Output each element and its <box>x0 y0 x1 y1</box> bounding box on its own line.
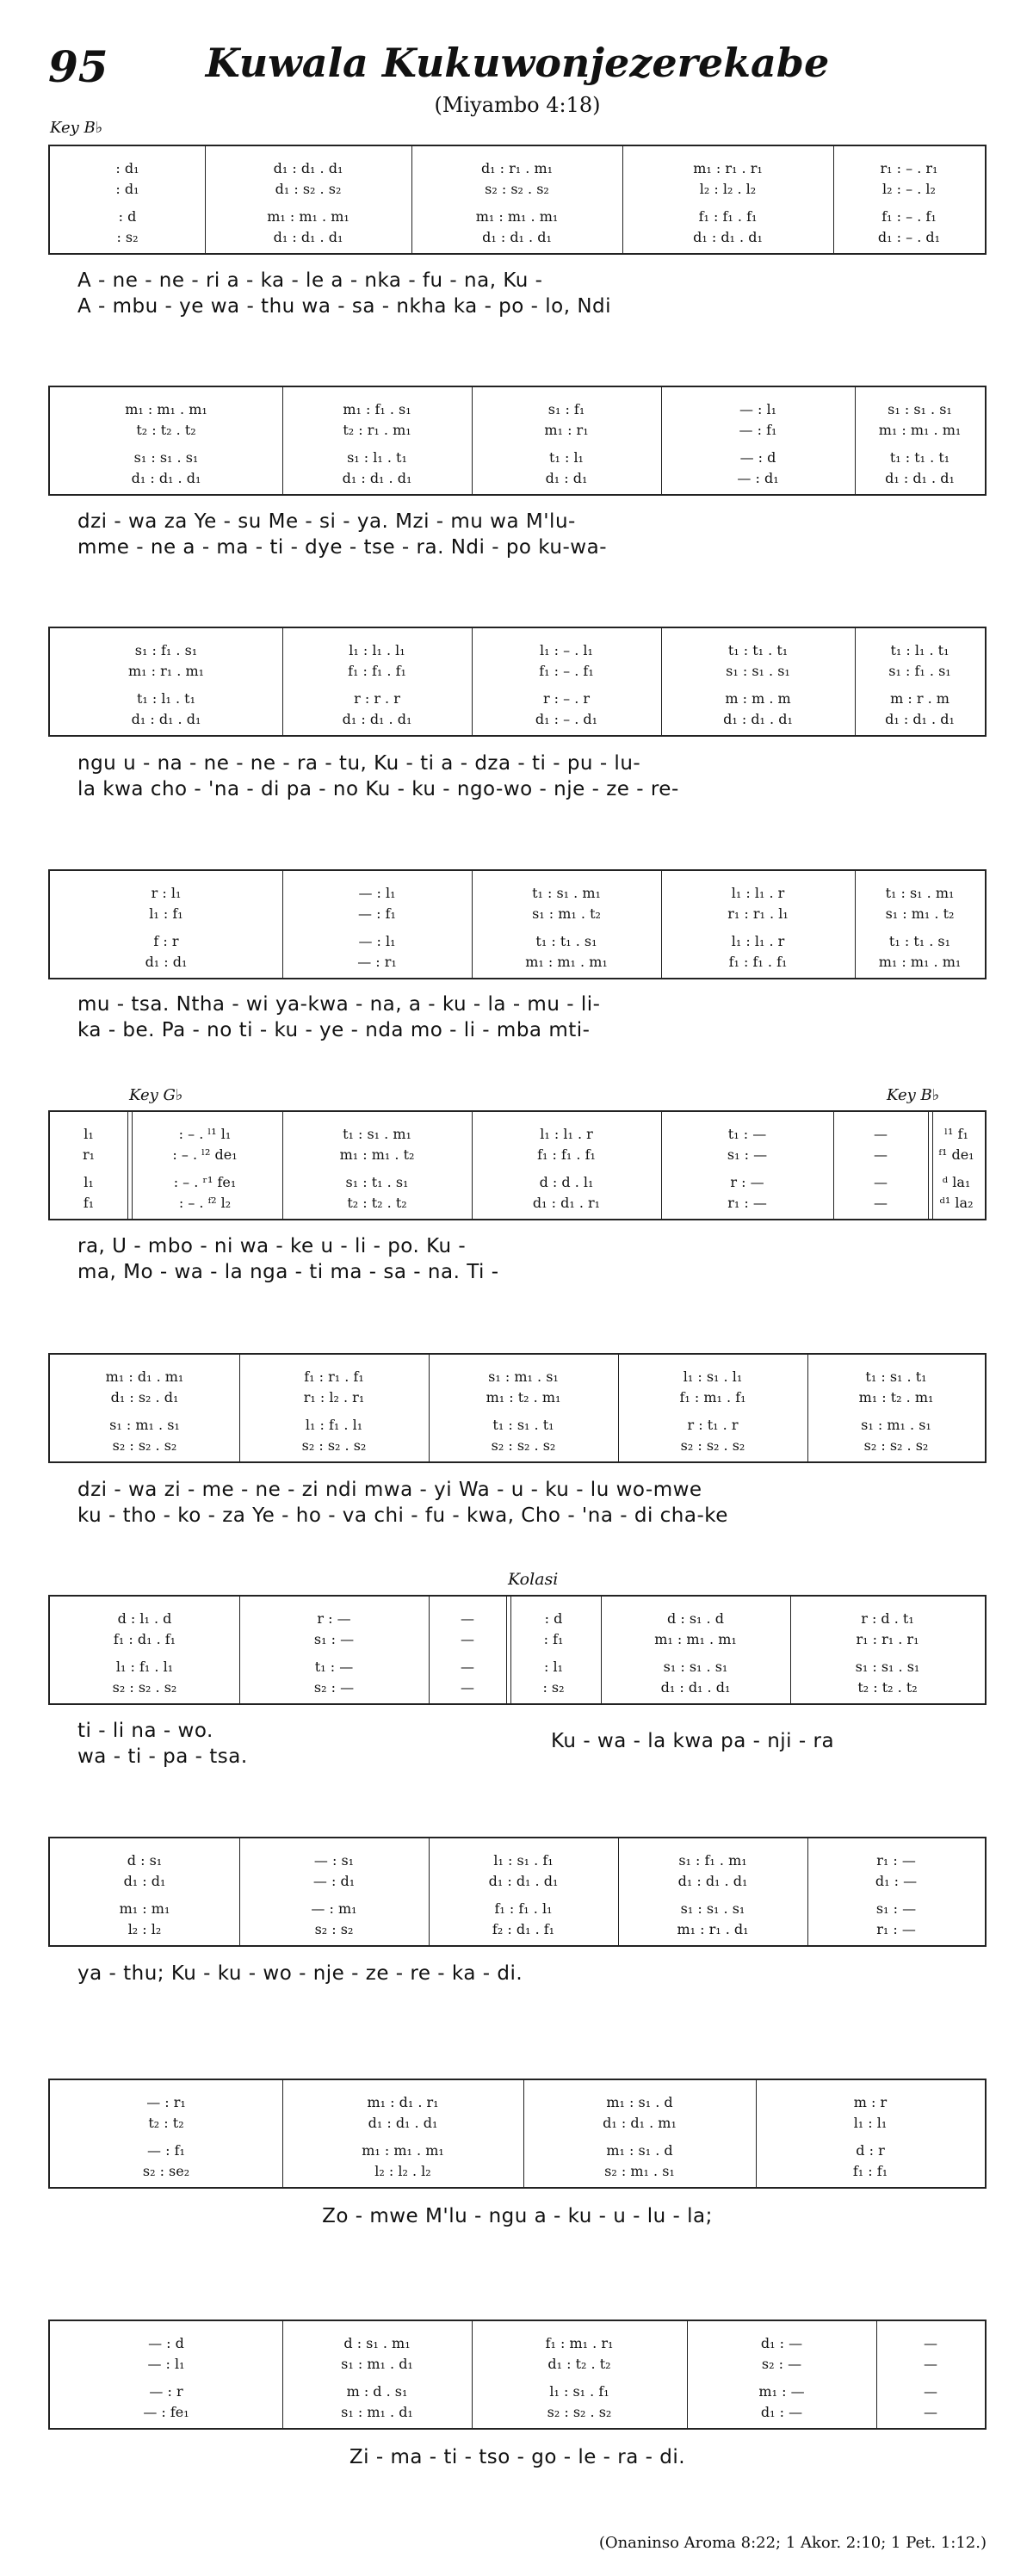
solfa-measure: d₁ : d₁ . d₁ <box>885 470 955 486</box>
solfa-measure: m₁ : m₁ . m₁ <box>362 2142 444 2159</box>
solfa-measure: s₁ : m₁ . s₁ <box>488 1368 559 1385</box>
key-change-label: Key B♭ <box>887 1086 940 1104</box>
lyric-line: ngu u - na - ne - ne - ra - tu, Ku - ti a - dza - ti - pu - lu- <box>77 752 641 775</box>
solfa-measure: d : l₁ . d <box>117 1610 172 1627</box>
solfa-measure: s₂ : s₂ . s₂ <box>301 1437 367 1454</box>
solfa-measure: s₁ : s₁ . s₁ <box>855 1659 920 1675</box>
solfa-measure: l₁ <box>84 1126 94 1142</box>
solfa-measure: r : — <box>317 1610 351 1627</box>
solfa-measure: d₁ : d₁ . d₁ <box>368 2115 438 2131</box>
solfa-measure: s₁ : s₁ . s₁ <box>133 449 199 466</box>
solfa-measure: t₂ : r₁ . m₁ <box>343 422 411 438</box>
lyric-line: dzi - wa zi - me - ne - zi ndi mwa - yi Wa - u - ku - lu wo-mwe <box>77 1479 702 1501</box>
music-system <box>48 145 987 255</box>
lyric-line: mu - tsa. Ntha - wi ya-kwa - na, a - ku - la - mu - li- <box>77 993 601 1016</box>
footer-references: (Onaninso Aroma 8:22; 1 Akor. 2:10; 1 Pet. 1:12.) <box>598 2534 987 2552</box>
lyrics <box>48 1233 1016 1285</box>
solfa-measure: : f₁ <box>543 1631 564 1647</box>
solfa-measure: d₁ : d₁ . d₁ <box>488 1873 559 1889</box>
solfa-measure: — <box>461 1679 474 1696</box>
solfa-measure: s₁ : s₁ . s₁ <box>726 663 790 679</box>
solfa-measure: : – . ˡ¹ l₁ <box>178 1126 232 1142</box>
solfa-measure: s₁ : m₁ . t₂ <box>532 905 601 922</box>
solfa-measure: — <box>874 1126 888 1142</box>
solfa-measure: s₁ : — <box>727 1146 768 1163</box>
solfa-measure: s₁ : m₁ . d₁ <box>341 2404 413 2420</box>
solfa-measure: : d₁ <box>115 181 139 197</box>
lyrics <box>48 2203 987 2229</box>
music-system <box>48 627 987 737</box>
solfa-measure: r₁ : r₁ . l₁ <box>727 905 789 922</box>
music-system <box>48 1110 987 1220</box>
solfa-measure: — <box>924 2356 937 2372</box>
bar-line <box>807 1838 808 1945</box>
solfa-measure: m₁ : m₁ . t₂ <box>339 1146 415 1163</box>
solfa-measure: r : d . t₁ <box>861 1610 914 1627</box>
bar-line <box>661 387 662 494</box>
solfa-measure: — : d <box>739 449 776 466</box>
solfa-measure: d₁ : d₁ . d₁ <box>342 470 412 486</box>
bar-line <box>807 1355 808 1461</box>
music-system <box>48 1595 987 1705</box>
solfa-measure: m₁ : d₁ . r₁ <box>367 2094 439 2110</box>
bar-line <box>282 628 283 735</box>
solfa-measure: — <box>924 2335 937 2351</box>
solfa-measure: f₁ : f₁ <box>852 2163 888 2179</box>
lyric-line: ya - thu; Ku - ku - wo - nje - ze - re - ka - di. <box>77 1962 523 1985</box>
solfa-measure: t₁ : l₁ <box>549 449 584 466</box>
solfa-measure: — : m₁ <box>311 1900 357 1917</box>
solfa-measure: m₁ : r₁ <box>544 422 589 438</box>
solfa-measure: s₁ : f₁ . m₁ <box>678 1852 747 1869</box>
solfa-measure: s₂ : se₂ <box>142 2163 190 2179</box>
solfa-measure: s₂ : s₂ . s₂ <box>680 1437 745 1454</box>
solfa-measure: s₂ : m₁ . s₁ <box>604 2163 675 2179</box>
solfa-measure: r : — <box>730 1174 764 1190</box>
solfa-measure: l₁ : – . l₁ <box>540 642 593 658</box>
solfa-measure: l₂ : l₂ . l₂ <box>699 181 757 197</box>
solfa-measure: s₁ : s₁ . s₁ <box>888 401 952 417</box>
bar-line <box>472 628 473 735</box>
lyric-line: mme - ne a - ma - ti - dye - tse - ra. Ndi - po ku-wa- <box>77 536 608 559</box>
bar-line <box>472 387 473 494</box>
solfa-measure: — <box>461 1659 474 1675</box>
lyric-line: A - ne - ne - ri a - ka - le a - nka - fu - na, Ku - <box>77 269 543 292</box>
solfa-measure: t₁ : s₁ . m₁ <box>532 885 601 901</box>
solfa-measure: — : f₁ <box>147 2142 185 2159</box>
solfa-measure: r₁ : r₁ . r₁ <box>856 1631 919 1647</box>
bar-line <box>833 146 834 253</box>
solfa-measure: s₂ : s₂ . s₂ <box>491 1437 556 1454</box>
solfa-measure: — : fe₁ <box>143 2404 189 2420</box>
song-header <box>48 34 987 129</box>
solfa-measure: : d₁ <box>115 160 139 176</box>
solfa-measure: d₁ : – . d₁ <box>535 711 598 727</box>
music-system <box>48 386 987 496</box>
solfa-measure: f₁ : f₁ . f₁ <box>698 208 758 225</box>
lyrics <box>48 991 1016 1043</box>
solfa-measure: d₁ : — <box>760 2404 803 2420</box>
solfa-measure: s₁ : t₁ . s₁ <box>345 1174 409 1190</box>
solfa-measure: t₂ : t₂ . t₂ <box>857 1679 918 1696</box>
solfa-measure: s₂ : s₂ <box>314 1921 354 1937</box>
bar-line <box>472 2321 473 2428</box>
solfa-measure: d₁ : – . d₁ <box>877 229 941 245</box>
lyric-line: dzi - wa za Ye - su Me - si - ya. Mzi - mu wa M'lu- <box>77 510 576 533</box>
solfa-measure: l₁ : l₁ . r <box>731 933 785 949</box>
lyrics <box>48 509 1016 560</box>
solfa-measure: — <box>924 2404 937 2420</box>
bar-line <box>429 1597 430 1703</box>
solfa-measure: d₁ : t₂ . t₂ <box>547 2356 611 2372</box>
solfa-measure: l₁ : f₁ . l₁ <box>305 1417 363 1433</box>
solfa-measure: d₁ : d₁ . d₁ <box>693 229 763 245</box>
solfa-measure: d₁ : d₁ . d₁ <box>660 1679 731 1696</box>
solfa-measure: t₁ : t₁ . s₁ <box>535 933 597 949</box>
solfa-measure: ᵈ¹ la₂ <box>939 1195 974 1211</box>
solfa-measure: s₁ : s₁ . s₁ <box>663 1659 728 1675</box>
music-system <box>48 869 987 979</box>
solfa-measure: s₁ : f₁ <box>547 401 585 417</box>
solfa-measure: t₁ : s₁ . m₁ <box>343 1126 411 1142</box>
solfa-measure: d₁ : s₂ . d₁ <box>110 1389 179 1405</box>
lyrics <box>48 1961 1016 1986</box>
solfa-measure: — : l₁ <box>358 885 396 901</box>
solfa-measure: d₁ : d₁ <box>145 954 188 970</box>
solfa-measure: d₁ : — <box>875 1873 918 1889</box>
solfa-measure: — : d₁ <box>312 1873 356 1889</box>
bar-line <box>239 1838 240 1945</box>
solfa-measure: — <box>874 1146 888 1163</box>
solfa-measure: ᵈ la₁ <box>942 1174 971 1190</box>
solfa-measure: — <box>924 2383 937 2400</box>
solfa-measure: : d <box>544 1610 563 1627</box>
bar-line <box>622 146 623 253</box>
solfa-measure: d₁ : — <box>760 2335 803 2351</box>
solfa-measure: — : r <box>149 2383 183 2400</box>
solfa-measure: m₁ : d₁ . m₁ <box>105 1368 184 1385</box>
solfa-measure: : – . ʳ¹ fe₁ <box>173 1174 237 1190</box>
lyrics <box>48 751 1016 802</box>
solfa-measure: — : s₁ <box>313 1852 355 1869</box>
solfa-measure: — : r₁ <box>357 954 397 970</box>
solfa-measure: t₂ : t₂ . t₂ <box>136 422 196 438</box>
solfa-measure: m₁ : s₁ . d <box>606 2094 673 2110</box>
lyrics <box>48 268 1016 319</box>
solfa-measure: s₁ : — <box>313 1631 355 1647</box>
solfa-measure: — : l₁ <box>147 2356 185 2372</box>
solfa-measure: t₁ : s₁ . t₁ <box>492 1417 554 1433</box>
solfa-measure: m₁ : — <box>758 2383 805 2400</box>
solfa-measure: m : r <box>853 2094 888 2110</box>
solfa-measure: r : r . r <box>354 690 400 707</box>
solfa-measure: — : l₁ <box>739 401 777 417</box>
solfa-measure: d₁ : s₂ . s₂ <box>275 181 342 197</box>
solfa-measure: f₁ : d₁ . f₁ <box>113 1631 176 1647</box>
solfa-measure: l₁ : s₁ . l₁ <box>683 1368 743 1385</box>
bar-line <box>601 1597 602 1703</box>
solfa-measure: l₂ : l₂ <box>127 1921 162 1937</box>
solfa-measure: m₁ : m₁ . m₁ <box>654 1631 737 1647</box>
solfa-measure: d₁ : d₁ . d₁ <box>677 1873 748 1889</box>
solfa-measure: d₁ : d₁ . d₁ <box>273 160 343 176</box>
solfa-measure: ᶠ¹ de₁ <box>938 1146 974 1163</box>
solfa-measure: d₁ : r₁ . m₁ <box>480 160 554 176</box>
music-system <box>48 2320 987 2430</box>
music-system <box>48 1837 987 1947</box>
solfa-measure: f₁ : m₁ . r₁ <box>545 2335 614 2351</box>
solfa-measure: f₁ : f₁ . f₁ <box>348 663 406 679</box>
solfa-measure: s₂ : s₂ . s₂ <box>547 2404 612 2420</box>
bar-line <box>855 871 856 978</box>
solfa-measure: l₁ : f₁ <box>149 905 183 922</box>
bar-line <box>282 2321 283 2428</box>
lyrics <box>48 1477 1016 1529</box>
solfa-measure: — : l₁ <box>358 933 396 949</box>
solfa-measure: — : d <box>148 2335 184 2351</box>
solfa-measure: t₁ : l₁ . t₁ <box>890 642 949 658</box>
solfa-measure: d₁ : d₁ . d₁ <box>723 711 793 727</box>
bar-line <box>661 1112 662 1219</box>
lyrics <box>48 2444 987 2470</box>
solfa-measure: t₁ : l₁ . t₁ <box>136 690 196 707</box>
solfa-measure: f₁ : r₁ . f₁ <box>304 1368 364 1385</box>
solfa-measure: f₁ : – . f₁ <box>881 208 937 225</box>
solfa-measure: d : s₁ . d <box>667 1610 724 1627</box>
solfa-measure: t₁ : — <box>727 1126 767 1142</box>
solfa-measure: d₁ : d₁ <box>545 470 588 486</box>
bar-line <box>855 387 856 494</box>
solfa-measure: r₁ : — <box>727 1195 767 1211</box>
solfa-measure: m₁ : m₁ . m₁ <box>525 954 608 970</box>
bar-line <box>618 1355 619 1461</box>
solfa-measure: l₁ : s₁ . f₁ <box>549 2383 609 2400</box>
solfa-measure: r₁ : — <box>876 1852 916 1869</box>
solfa-measure: d₁ : d₁ . m₁ <box>603 2115 677 2131</box>
solfa-measure: m₁ : r₁ . m₁ <box>127 663 205 679</box>
solfa-measure: s₁ : s₁ . s₁ <box>680 1900 745 1917</box>
solfa-measure: — <box>874 1174 888 1190</box>
solfa-measure: f₁ : f₁ . f₁ <box>537 1146 596 1163</box>
key-signature-label: Key B♭ <box>50 119 103 137</box>
bar-line <box>472 1112 473 1219</box>
bar-line <box>661 871 662 978</box>
bar-line <box>618 1838 619 1945</box>
solfa-measure: r₁ : – . r₁ <box>880 160 938 176</box>
solfa-measure: s₂ : s₂ . s₂ <box>112 1437 177 1454</box>
solfa-measure: — <box>461 1610 474 1627</box>
solfa-measure: d₁ : d₁ . d₁ <box>885 711 955 727</box>
solfa-measure: s₁ : m₁ . s₁ <box>861 1417 931 1433</box>
solfa-measure: d : s₁ <box>127 1852 163 1869</box>
lyric-line: ka - be. Pa - no ti - ku - ye - nda mo - li - mba mti- <box>77 1019 591 1041</box>
solfa-measure: f₁ : f₁ . f₁ <box>728 954 788 970</box>
solfa-measure: l₂ : – . l₂ <box>882 181 936 197</box>
music-system <box>48 2079 987 2189</box>
solfa-measure: m₁ : m₁ . m₁ <box>878 422 962 438</box>
solfa-measure: s₁ : m₁ . t₂ <box>885 905 955 922</box>
solfa-measure: f : r <box>153 933 179 949</box>
bar-line <box>429 1838 430 1945</box>
bar-line <box>756 2080 757 2187</box>
solfa-measure: : s₂ <box>542 1679 565 1696</box>
solfa-measure: t₁ : s₁ . t₁ <box>865 1368 927 1385</box>
solfa-measure: r : t₁ . r <box>687 1417 739 1433</box>
lyric-line: ma, Mo - wa - la nga - ti ma - sa - na. Ti - <box>77 1261 499 1283</box>
solfa-measure: d₁ : d₁ . d₁ <box>131 470 201 486</box>
solfa-measure: : d <box>118 208 137 225</box>
solfa-measure: s₁ : f₁ . s₁ <box>888 663 951 679</box>
solfa-measure: l₁ : f₁ . l₁ <box>115 1659 174 1675</box>
solfa-measure: t₁ : t₁ . t₁ <box>727 642 789 658</box>
solfa-measure: s₁ : m₁ . d₁ <box>341 2356 413 2372</box>
bar-line <box>855 628 856 735</box>
solfa-measure: r₁ <box>82 1146 96 1163</box>
bar-line <box>282 1112 283 1219</box>
solfa-measure: — : r₁ <box>146 2094 186 2110</box>
solfa-measure: t₁ : — <box>314 1659 354 1675</box>
lyric-line: la kwa cho - 'na - di pa - no Ku - ku - ngo-wo - nje - ze - re- <box>77 778 679 800</box>
solfa-measure: d₁ : d₁ . d₁ <box>273 229 343 245</box>
solfa-measure: l₂ : l₂ . l₂ <box>374 2163 431 2179</box>
solfa-measure: l₁ : l₁ . r <box>540 1126 593 1142</box>
solfa-measure: m₁ : s₁ . d <box>606 2142 673 2159</box>
solfa-measure: f₁ : f₁ . l₁ <box>494 1900 553 1917</box>
solfa-measure: r : l₁ <box>151 885 182 901</box>
solfa-measure: d : s₁ . m₁ <box>343 2335 411 2351</box>
solfa-measure: m₁ : f₁ . s₁ <box>343 401 411 417</box>
lyric-line: Zo - mwe M'lu - ngu a - ku - u - lu - la; <box>322 2205 713 2227</box>
solfa-measure: m : m . m <box>725 690 791 707</box>
bar-line <box>687 2321 688 2428</box>
solfa-measure: s₁ : m₁ . s₁ <box>109 1417 180 1433</box>
solfa-measure: m : r . m <box>890 690 949 707</box>
solfa-measure: d₁ : d₁ . d₁ <box>342 711 412 727</box>
solfa-measure: m₁ : r₁ . r₁ <box>693 160 763 176</box>
solfa-measure: l₁ : l₁ . l₁ <box>349 642 405 658</box>
bar-line <box>429 1355 430 1461</box>
bar-line <box>411 146 412 253</box>
solfa-measure: l₁ : l₁ . r <box>731 885 785 901</box>
bar-line <box>472 871 473 978</box>
solfa-measure: r₁ : — <box>876 1921 916 1937</box>
bar-line <box>523 2080 524 2187</box>
solfa-measure: r : – . r <box>542 690 591 707</box>
bar-line <box>282 871 283 978</box>
solfa-measure: m₁ : m₁ <box>119 1900 170 1917</box>
solfa-measure: t₁ : t₁ . t₁ <box>889 449 950 466</box>
solfa-measure: d : r <box>856 2142 885 2159</box>
solfa-measure: r₁ : l₂ . r₁ <box>303 1389 365 1405</box>
solfa-measure: m : d . s₁ <box>346 2383 408 2400</box>
solfa-measure: s₂ : s₂ . s₂ <box>863 1437 929 1454</box>
song-number: 95 <box>48 41 108 92</box>
solfa-measure: m₁ : m₁ . m₁ <box>267 208 349 225</box>
solfa-measure: d₁ : d₁ . d₁ <box>482 229 552 245</box>
bar-line <box>205 146 206 253</box>
bar-line <box>790 1597 791 1703</box>
solfa-measure: m₁ : t₂ . m₁ <box>486 1389 561 1405</box>
solfa-measure: m₁ : r₁ . d₁ <box>677 1921 749 1937</box>
solfa-measure: m₁ : m₁ . m₁ <box>125 401 207 417</box>
solfa-measure: f₂ : d₁ . f₁ <box>492 1921 555 1937</box>
solfa-measure: : – . ˡ² de₁ <box>172 1146 238 1163</box>
solfa-measure: t₂ : t₂ <box>148 2115 184 2131</box>
lyric-line: ku - tho - ko - za Ye - ho - va chi - fu - kwa, Cho - 'na - di cha-ke <box>77 1504 728 1527</box>
music-system <box>48 1353 987 1463</box>
chorus-label: Kolasi <box>508 1570 559 1589</box>
solfa-measure: s₂ : s₂ . s₂ <box>112 1679 177 1696</box>
solfa-measure: m₁ : m₁ . m₁ <box>475 208 559 225</box>
solfa-measure: l₁ : s₁ . f₁ <box>493 1852 554 1869</box>
solfa-measure: : – . ᶠ² l₂ <box>178 1195 232 1211</box>
solfa-measure: m₁ : t₂ . m₁ <box>858 1389 934 1405</box>
solfa-measure: s₁ : — <box>875 1900 917 1917</box>
solfa-measure: f₁ <box>83 1195 95 1211</box>
solfa-measure: s₂ : — <box>761 2356 802 2372</box>
solfa-measure: t₁ : t₁ . s₁ <box>888 933 951 949</box>
solfa-measure: ˡ¹ f₁ <box>944 1126 968 1142</box>
solfa-measure: f₁ : m₁ . f₁ <box>679 1389 746 1405</box>
solfa-measure: s₂ : — <box>313 1679 355 1696</box>
solfa-measure: d : d . l₁ <box>539 1174 594 1190</box>
lyric-line: ra, U - mbo - ni wa - ke u - li - po. Ku - <box>77 1235 467 1257</box>
lyric-line: A - mbu - ye wa - thu wa - sa - nkha ka - po - lo, Ndi <box>77 295 612 318</box>
solfa-measure: d₁ : d₁ . d₁ <box>131 711 201 727</box>
solfa-measure: — <box>461 1631 474 1647</box>
solfa-measure: — : f₁ <box>358 905 396 922</box>
solfa-measure: t₂ : t₂ . t₂ <box>347 1195 407 1211</box>
bar-line <box>833 1112 834 1219</box>
solfa-measure: s₁ : f₁ . s₁ <box>134 642 198 658</box>
solfa-measure: s₁ : l₁ . t₁ <box>347 449 407 466</box>
solfa-measure: l₁ : l₁ <box>853 2115 888 2131</box>
lyric-line-chorus: Ku - wa - la kwa pa - nji - ra <box>551 1730 835 1752</box>
solfa-measure: d₁ : d₁ . r₁ <box>532 1195 601 1211</box>
song-title: Kuwala Kukuwonjezerekabe <box>205 40 830 86</box>
bar-line <box>239 1597 240 1703</box>
solfa-measure: : s₂ <box>116 229 139 245</box>
solfa-measure: l₁ <box>84 1174 94 1190</box>
solfa-measure: — <box>874 1195 888 1211</box>
bar-line <box>282 387 283 494</box>
solfa-measure: t₁ : s₁ . m₁ <box>885 885 955 901</box>
bar-line <box>661 628 662 735</box>
bar-line <box>282 2080 283 2187</box>
solfa-measure: — : d₁ <box>737 470 779 486</box>
solfa-measure: : l₁ <box>543 1659 563 1675</box>
solfa-measure: — : f₁ <box>739 422 777 438</box>
lyric-line: wa - ti - pa - tsa. <box>77 1745 248 1768</box>
lyric-line: Zi - ma - ti - tso - go - le - ra - di. <box>349 2446 686 2468</box>
lyric-line: ti - li na - wo. <box>77 1720 213 1742</box>
solfa-measure: f₁ : – . f₁ <box>539 663 594 679</box>
bar-line <box>876 2321 877 2428</box>
solfa-measure: d₁ : d₁ <box>123 1873 166 1889</box>
solfa-measure: s₂ : s₂ . s₂ <box>485 181 549 197</box>
bar-line <box>239 1355 240 1461</box>
song-scripture-reference: (Miyambo 4:18) <box>434 93 601 117</box>
solfa-measure: m₁ : m₁ . m₁ <box>878 954 962 970</box>
key-change-label: Key G♭ <box>129 1086 183 1104</box>
